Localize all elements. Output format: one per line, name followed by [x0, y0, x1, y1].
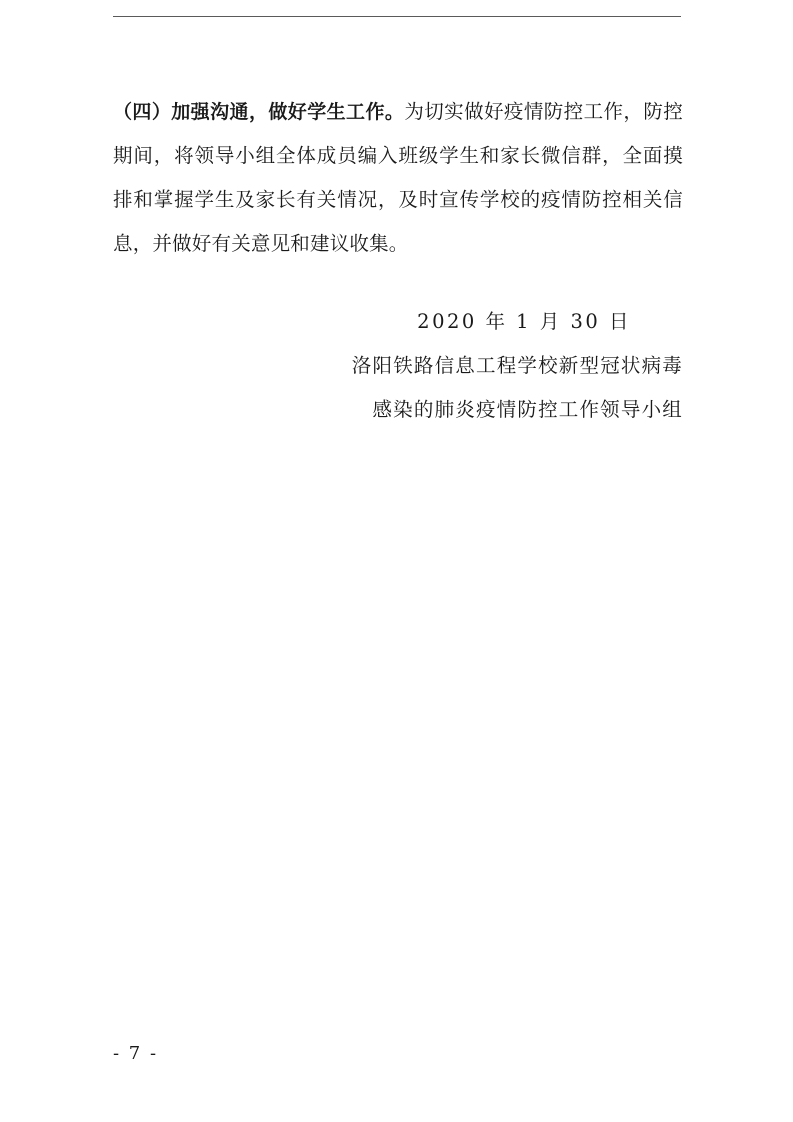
signature-organization-line1: 洛阳铁路信息工程学校新型冠状病毒 [351, 354, 683, 377]
signature-block [113, 300, 683, 432]
paragraph-text: 为切实做好疫情防控工作，防控期间，将领导小组全体成员编入班级学生和家长微信群，全面摸排和掌握学生及家长有关情况，及时宣传学校的疫情防控相关信息，并做好有关意见和建议收集。 [113, 100, 683, 255]
header-rule [113, 16, 681, 17]
signature-organization-line2: 感染的肺炎疫情防控工作领导小组 [372, 398, 683, 421]
signature-date: 2020 年 1 月 30 日 [417, 310, 631, 333]
paragraph-heading: （四）加强沟通，做好学生工作。 [113, 101, 405, 123]
document-body [113, 90, 683, 266]
page-number: - 7 - [113, 1043, 159, 1064]
paragraph-four [113, 90, 683, 266]
